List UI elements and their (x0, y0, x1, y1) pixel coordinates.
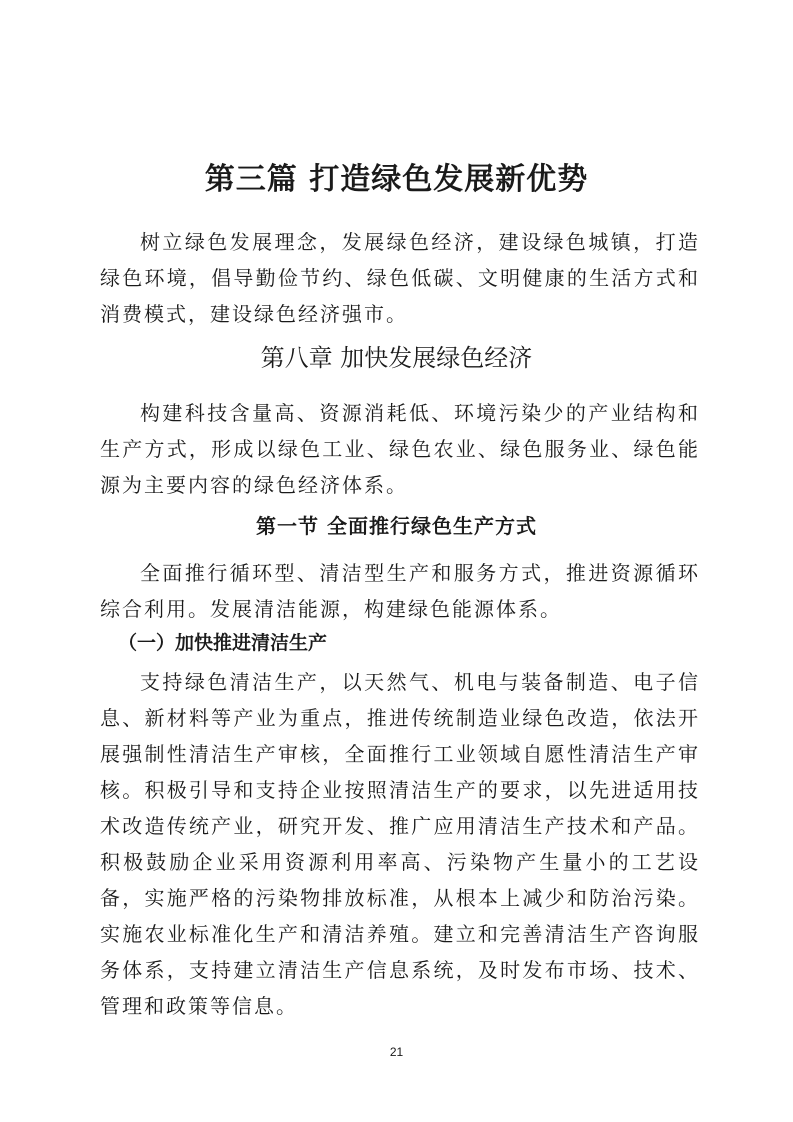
subsection-title: （一）加快推进清洁生产 (118, 632, 328, 654)
section-title: 第一节 全面推行绿色生产方式 (256, 514, 537, 538)
section-intro-paragraph: 全面推行循环型、清洁型生产和服务方式，推进资源循环综合利用。发展清洁能源，构建绿色能源体系。 (100, 561, 700, 621)
chapter-intro-paragraph: 构建科技含量高、资源消耗低、环境污染少的产业结构和生产方式，形成以绿色工业、绿色农业、绿色服务业、绿色能源为主要内容的绿色经济体系。 (100, 401, 700, 497)
chapter-title: 第八章 加快发展绿色经济 (260, 344, 533, 372)
subsection-body-paragraph: 支持绿色清洁生产，以天然气、机电与装备制造、电子信息、新材料等产业为重点，推进传统制造业绿色改造，依法开展强制性清洁生产审核，全面推行工业领域自愿性清洁生产审核。积极引导和支持企业按照清洁生产的要求，以先进适用技术改造传统产业，研究开发、推广应用清洁生产技术和产品。积极鼓励企业采用资源利用率高、污染物产生量小的工艺设备，实施严格的污染物排放标准，从根本上减少和防治污染。实施农业标准化生产和清洁养殖。建立和完善清洁生产咨询服务体系，支持建立清洁生产信息系统，及时发布市场、技术、管理和政策等信息。 (100, 670, 700, 1018)
part-intro-paragraph: 树立绿色发展理念，发展绿色经济，建设绿色城镇，打造绿色环境，倡导勤俭节约、绿色低碳、文明健康的生活方式和消费模式，建设绿色经济强市。 (100, 230, 700, 326)
page-number: 21 (389, 1045, 404, 1059)
part-title: 第三篇 打造绿色发展新优势 (204, 162, 589, 197)
